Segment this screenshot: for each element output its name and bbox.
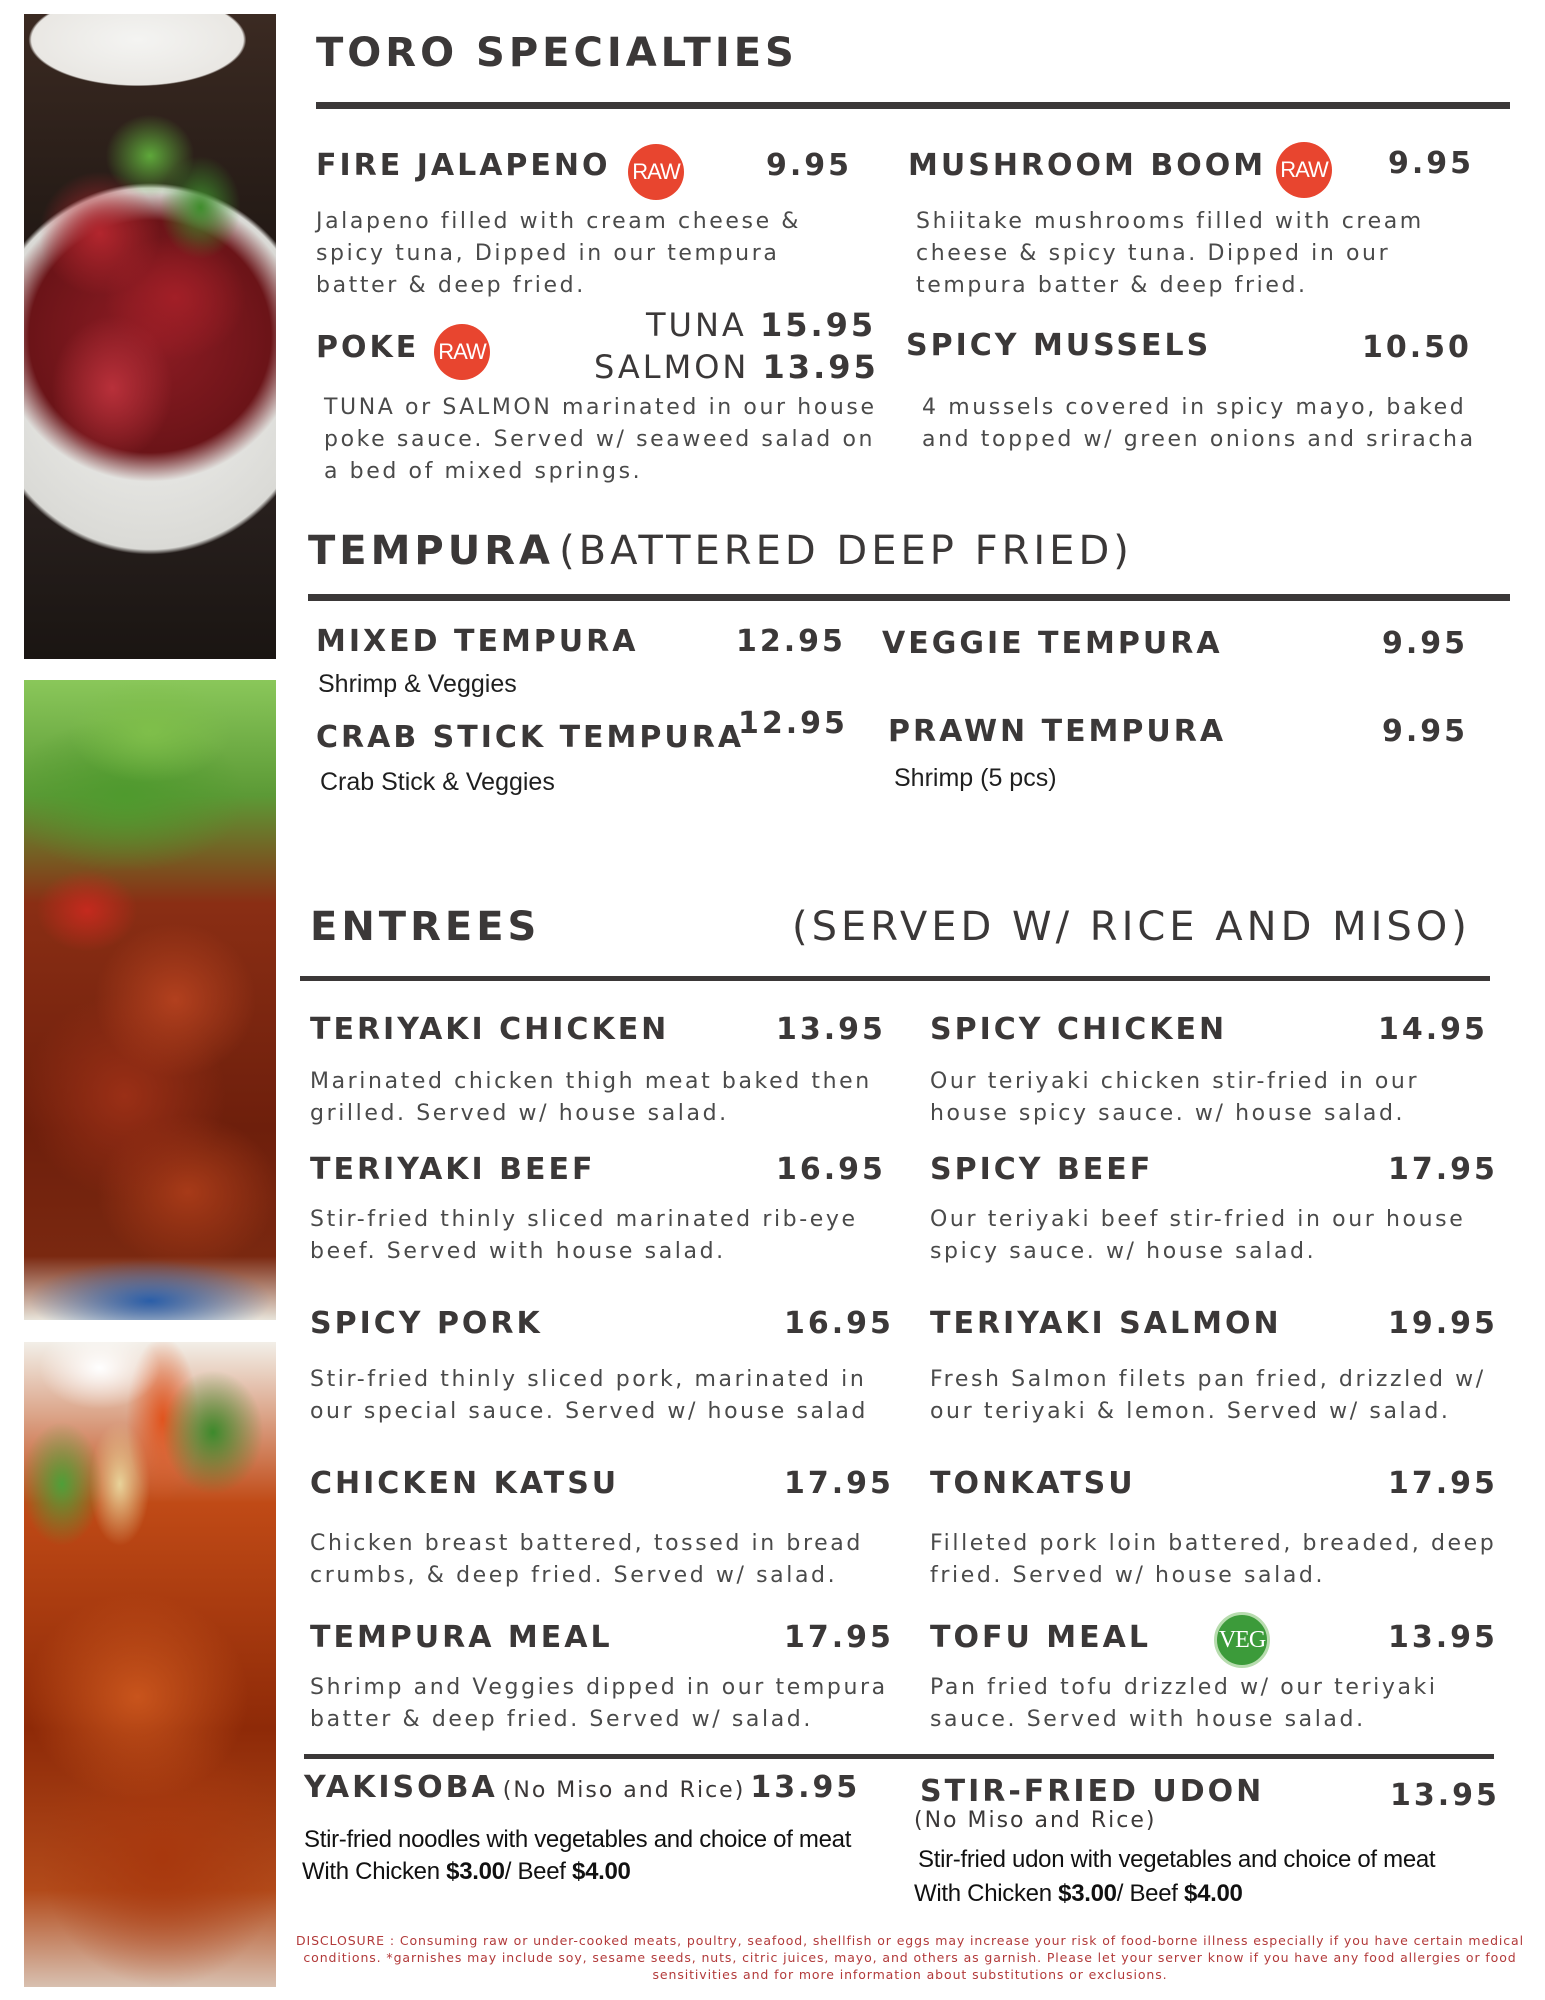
tempura-divider <box>308 594 1510 601</box>
yakisoba-note: (No Miso and Rice) <box>502 1778 746 1803</box>
entrees-subtitle: (SERVED W/ RICE AND MISO) <box>792 904 1471 950</box>
entree-name: TEMPURA MEAL <box>310 1620 613 1655</box>
entrees-divider <box>300 976 1490 981</box>
crab-stick-tempura-sub: Crab Stick & Veggies <box>320 768 555 796</box>
udon-chicken-price: $3.00 <box>1058 1880 1117 1907</box>
entree-price: 17.95 <box>1388 1466 1498 1501</box>
yakisoba-separator: / <box>504 1858 512 1885</box>
toro-divider <box>316 102 1510 109</box>
crab-stick-tempura-name: CRAB STICK TEMPURA <box>316 720 745 755</box>
fire-jalapeno-name: FIRE JALAPENO <box>316 148 611 183</box>
spicy-pork-photo <box>24 680 276 1320</box>
mixed-tempura-price: 12.95 <box>736 624 846 659</box>
entree-desc: Our teriyaki beef stir-fried in our house spicy sauce. w/ house salad. <box>930 1207 1466 1264</box>
udon-name: STIR-FRIED UDON <box>920 1774 1265 1809</box>
entree-name: SPICY CHICKEN <box>930 1012 1228 1047</box>
fire-jalapeno-desc: Jalapeno filled with cream cheese & spicy tuna, Dipped in our tempura batter & deep fried. <box>316 209 802 298</box>
crab-stick-tempura-price: 12.95 <box>738 706 848 741</box>
entree-price: 14.95 <box>1378 1012 1488 1047</box>
poke-tuna-label: TUNA <box>646 306 747 344</box>
mixed-tempura-sub: Shrimp & Veggies <box>318 670 517 698</box>
yakisoba-chicken-price: $3.00 <box>446 1858 505 1885</box>
veg-badge-icon: VEG <box>1214 1612 1270 1668</box>
disclosure-text: DISCLOSURE : Consuming raw or under-cooked meats, poultry, seafood, shellfish or eggs may increase your risk of food-borne illness especially if you have certain medical conditions. *garnishes may include soy, sesame seeds, nuts, citric juices, mayo, and others as garnish. Please let your server know if you have any food allergies or food sensitivities and for more information about substitutions or exclusions. <box>295 1933 1524 1982</box>
entree-price: 19.95 <box>1388 1306 1498 1341</box>
yakisoba-chicken-label: With Chicken <box>302 1858 440 1885</box>
spicy-mussels-price: 10.50 <box>1362 330 1472 365</box>
raw-badge-icon: RAW <box>628 144 684 200</box>
prawn-tempura-price: 9.95 <box>1382 714 1469 749</box>
veggie-tempura-price: 9.95 <box>1382 626 1469 661</box>
poke-name: POKE <box>316 330 420 365</box>
yakisoba-options <box>302 1858 631 1886</box>
entree-name: CHICKEN KATSU <box>310 1466 620 1501</box>
entree-desc: Filleted pork loin battered, breaded, deep fried. Served w/ house salad. <box>930 1531 1497 1588</box>
entree-name: TERIYAKI CHICKEN <box>310 1012 670 1047</box>
entree-price: 13.95 <box>1388 1620 1498 1655</box>
entree-price: 17.95 <box>1388 1152 1498 1187</box>
entree-price: 17.95 <box>784 1466 894 1501</box>
entree-name: TOFU MEAL <box>930 1620 1151 1655</box>
yakisoba-price: 13.95 <box>750 1770 861 1805</box>
udon-options <box>914 1880 1243 1908</box>
poke-bowl-photo <box>24 14 276 659</box>
udon-price: 13.95 <box>1390 1778 1500 1813</box>
fire-jalapeno-price: 9.95 <box>766 148 853 183</box>
noodles-divider <box>304 1754 1494 1759</box>
entree-desc: Shrimp and Veggies dipped in our tempura batter & deep fried. Served w/ salad. <box>310 1675 888 1732</box>
tempura-title: TEMPURA <box>308 528 554 574</box>
entree-price: 16.95 <box>776 1152 886 1187</box>
entree-price: 16.95 <box>784 1306 894 1341</box>
yakisoba-beef-label: Beef <box>517 1858 566 1885</box>
entree-price: 13.95 <box>776 1012 886 1047</box>
entree-name: TERIYAKI BEEF <box>310 1152 596 1187</box>
entree-desc: Fresh Salmon filets pan fried, drizzled w/ our teriyaki & lemon. Served w/ salad. <box>930 1367 1486 1424</box>
poke-salmon-label: SALMON <box>594 348 750 386</box>
entree-name: TERIYAKI SALMON <box>930 1306 1282 1341</box>
entree-price: 17.95 <box>784 1620 894 1655</box>
prawn-tempura-name: PRAWN TEMPURA <box>888 714 1227 749</box>
yakisoba-desc: Stir-fried noodles with vegetables and choice of meat <box>304 1826 852 1853</box>
yakisoba-beef-price: $4.00 <box>572 1858 631 1885</box>
udon-chicken-label: With Chicken <box>914 1880 1052 1907</box>
entree-name: TONKATSU <box>930 1466 1136 1501</box>
mushroom-boom-price: 9.95 <box>1388 146 1475 181</box>
tempura-subtitle: (BATTERED DEEP FRIED) <box>559 528 1133 574</box>
entree-desc: Stir-fried thinly sliced marinated rib-eye beef. Served with house salad. <box>310 1207 858 1264</box>
raw-badge-icon: RAW <box>1276 142 1332 198</box>
entree-desc: Stir-fried thinly sliced pork, marinated in our special sauce. Served w/ house salad <box>310 1367 868 1424</box>
entree-desc: Pan fried tofu drizzled w/ our teriyaki sauce. Served with house salad. <box>930 1675 1438 1732</box>
poke-tuna-price: 15.95 <box>759 306 877 344</box>
spicy-mussels-desc: 4 mussels covered in spicy mayo, baked and topped w/ green onions and sriracha <box>922 395 1476 452</box>
poke-salmon-price: 13.95 <box>762 348 879 386</box>
entree-desc: Chicken breast battered, tossed in bread crumbs, & deep fried. Served w/ salad. <box>310 1531 863 1588</box>
raw-badge-icon: RAW <box>434 324 490 380</box>
entree-desc: Marinated chicken thigh meat baked then grilled. Served w/ house salad. <box>310 1069 872 1126</box>
entree-name: SPICY PORK <box>310 1306 543 1341</box>
udon-beef-label: Beef <box>1129 1880 1178 1907</box>
udon-note: (No Miso and Rice) <box>914 1808 1157 1833</box>
yakisoba-name: YAKISOBA <box>304 1770 498 1805</box>
spicy-mussels-name: SPICY MUSSELS <box>906 328 1212 363</box>
poke-salmon-line <box>594 348 879 386</box>
udon-desc: Stir-fried udon with vegetables and choice of meat <box>918 1846 1436 1873</box>
udon-beef-price: $4.00 <box>1184 1880 1243 1907</box>
entree-name: SPICY BEEF <box>930 1152 1154 1187</box>
entrees-title: ENTREES <box>310 904 541 950</box>
tempura-heading <box>308 528 1133 574</box>
mixed-tempura-name: MIXED TEMPURA <box>316 624 639 659</box>
yakisoba-heading <box>304 1770 860 1805</box>
mushroom-boom-name: MUSHROOM BOOM <box>908 148 1267 183</box>
poke-tuna-line <box>646 306 876 344</box>
poke-desc: TUNA or SALMON marinated in our house poke sauce. Served w/ seaweed salad on a bed of mixed springs. <box>324 395 877 484</box>
mushroom-boom-desc: Shiitake mushrooms filled with cream cheese & spicy tuna. Dipped in our tempura batter & deep fried. <box>916 209 1424 298</box>
udon-separator: / <box>1116 1880 1124 1907</box>
prawn-tempura-sub: Shrimp (5 pcs) <box>894 764 1057 792</box>
entree-desc: Our teriyaki chicken stir-fried in our house spicy sauce. w/ house salad. <box>930 1069 1420 1126</box>
veggie-tempura-name: VEGGIE TEMPURA <box>882 626 1223 661</box>
toro-specialties-title: TORO SPECIALTIES <box>316 30 798 76</box>
teriyaki-chicken-photo <box>24 1342 276 1987</box>
